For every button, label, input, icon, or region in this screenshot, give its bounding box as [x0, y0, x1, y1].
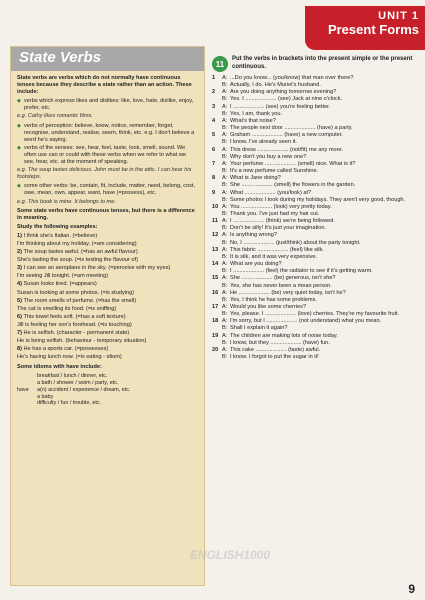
- item-number: 19: [212, 332, 219, 339]
- dialogue-text: What .................... (you/look) at?: [230, 189, 312, 196]
- dialogue-text: This cake .................... (taste) awful.: [230, 346, 321, 353]
- exercise-line: [212, 283, 417, 290]
- speaker-label: B:: [222, 354, 228, 361]
- watermark: ENGLISH1000: [190, 548, 271, 562]
- item-number: [212, 111, 222, 118]
- speaker-label: A:: [222, 218, 228, 225]
- exercise-line: [212, 275, 417, 282]
- exercise-line: [212, 325, 417, 332]
- dialogue-text: This fabric .................... (feel) like silk.: [230, 246, 324, 253]
- speaker-label: B:: [222, 253, 228, 260]
- dialogue-text: Are you doing anything tomorrow evening?: [230, 89, 337, 96]
- example-row: The cat is smelling its food. (=is sniffing): [17, 305, 117, 312]
- exercise-items: [212, 75, 417, 361]
- exercise-line: [212, 204, 417, 211]
- dialogue-text: The children are making lots of noise today.: [230, 332, 338, 339]
- example-row: Susan is looking at some photos. (=is studying): [17, 289, 135, 296]
- dialogue-text: What's that noise?: [230, 117, 276, 124]
- dialogue-text: Your perfume .................... (smell) nice. What is it?: [230, 160, 356, 167]
- example-text: e.g. Cathy likes romantic films.: [17, 113, 93, 120]
- item-number: 10: [212, 203, 219, 210]
- item-number: [212, 268, 222, 275]
- dialogue-text: I'm sorry, but I .................... (not understand) what you mean.: [230, 318, 382, 325]
- exercise-line: [212, 104, 417, 111]
- dialogue-text: This dress .................... (not/fit) me any more.: [230, 146, 344, 153]
- speaker-label: B:: [222, 168, 228, 175]
- speaker-label: B:: [222, 225, 228, 232]
- dialogue-text: No, I .................... (just/think) about the party tonight.: [230, 239, 361, 246]
- exercise-line: [212, 161, 417, 168]
- speaker-label: B:: [222, 82, 228, 89]
- dialogue-text: Would you like some cherries?: [230, 304, 307, 310]
- dialogue-text: Is anything wrong?: [230, 232, 277, 239]
- item-number: [212, 197, 222, 204]
- item-number: [212, 354, 222, 361]
- dialogue-text: Shall I explain it again?: [230, 325, 288, 332]
- idioms-have: have: [17, 387, 29, 394]
- item-number: 20: [212, 346, 219, 353]
- item-number: 16: [212, 289, 219, 296]
- unit-title: Present Forms: [327, 22, 419, 37]
- idiom-item: breakfast / lunch / dinner, etc.: [37, 373, 108, 380]
- exercise-line: [212, 354, 417, 361]
- intro-text: State verbs are verbs which do not normally have continuous tenses because they describe a state rather than an action. These include:: [17, 75, 192, 96]
- speaker-label: B:: [222, 282, 228, 289]
- speaker-label: A:: [222, 332, 228, 339]
- exercise-line: [212, 247, 417, 254]
- exercise-line: [212, 89, 417, 96]
- dialogue-text: I .................... (feel) the radiator to see if it's getting warm.: [230, 268, 373, 275]
- exercise-line: [212, 297, 417, 304]
- unit-label: UNIT 1: [378, 10, 419, 22]
- continuous-note: Some state verbs have continuous tenses, but there is a difference in meaning.: [17, 207, 195, 221]
- example-row: 3) I can see an aeroplane in the sky. (=perceive with my eyes): [17, 265, 171, 272]
- item-number: [212, 96, 222, 103]
- item-number: [212, 125, 222, 132]
- speaker-label: B:: [222, 139, 228, 146]
- example-row: Jill is feeling her son's forehead. (=is touching): [17, 321, 132, 328]
- exercise-line: [212, 290, 417, 297]
- speaker-label: A:: [222, 175, 228, 182]
- idiom-item: a(n) accident / experience / dream, etc.: [37, 386, 131, 393]
- bullet-list: [17, 98, 198, 205]
- speaker-label: B:: [222, 96, 228, 103]
- dialogue-text: She .................... (be) generous, isn't she?: [230, 275, 336, 282]
- exercise-instruction: Put the verbs in brackets into the present simple or the present continuous.: [232, 56, 413, 70]
- exercise-line: [212, 75, 417, 82]
- idiom-item: difficulty / fun / trouble, etc.: [37, 400, 102, 407]
- exercise-line: [212, 211, 417, 218]
- speaker-label: A:: [222, 117, 228, 124]
- exercise-line: [212, 197, 417, 204]
- exercise-line: [212, 132, 417, 139]
- state-verbs-panel: [10, 46, 205, 586]
- dialogue-text: Yes, please. I .................... (love) cherries. They're my favourite fruit.: [230, 311, 399, 318]
- idiom-item: a baby: [37, 393, 54, 400]
- item-number: [212, 225, 222, 232]
- dialogue-text: Why don't you buy a new one?: [230, 153, 307, 160]
- item-number: 6: [212, 146, 216, 153]
- item-number: [212, 254, 222, 261]
- speaker-label: A:: [222, 275, 228, 282]
- dialogue-text: I know. I've already seen it.: [230, 139, 297, 146]
- exercise-line: [212, 261, 417, 268]
- exercise-line: [212, 190, 417, 197]
- speaker-label: A:: [222, 304, 228, 310]
- item-number: [212, 154, 222, 161]
- dialogue-text: What is Jane doing?: [230, 175, 281, 182]
- exercise-line: [212, 147, 417, 154]
- dialogue-text: Don't be silly! It's just your imagination.: [230, 225, 327, 232]
- speaker-label: A:: [222, 232, 228, 239]
- speaker-label: B:: [222, 196, 228, 203]
- example-text: e.g. This book is mine. It belongs to me.: [17, 198, 116, 205]
- example-row: 8) He has a sports car. (=possesses): [17, 346, 109, 353]
- example-row: I'm thinking about my holiday. (=am considering): [17, 240, 137, 247]
- speaker-label: A:: [222, 346, 228, 353]
- item-number: 7: [212, 160, 216, 167]
- dialogue-text: Some photos I took during my holidays. They aren't very good, though.: [230, 196, 406, 203]
- exercise-line: [212, 268, 417, 275]
- study-label: Study the following examples:: [17, 223, 98, 230]
- exercise-line: [212, 182, 417, 189]
- speaker-label: A:: [222, 289, 228, 296]
- example-row: 7) He is selfish. (character - permanent state): [17, 330, 130, 336]
- dialogue-text: I know, but they .................... (have) fun.: [230, 339, 330, 346]
- exercise-line: [212, 168, 417, 175]
- speaker-label: B:: [222, 210, 228, 217]
- bullet-item: ◆ verbs which express likes and dislikes: like, love, hate, dislike, enjoy, prefer, etc.: [17, 98, 198, 112]
- exercise-line: [212, 311, 417, 318]
- unit-tab: [305, 6, 425, 50]
- item-number: [212, 240, 222, 247]
- item-number: 1: [212, 75, 216, 81]
- item-number: [212, 283, 222, 290]
- example-row: 4) Susan looks tired. (=appears): [17, 281, 97, 288]
- dialogue-text: It is silk, and it was very expensive.: [230, 253, 318, 260]
- panel-header: [11, 47, 204, 71]
- dialogue-text: I know. I forgot to put the sugar in it!: [230, 354, 319, 361]
- item-number: 12: [212, 232, 219, 239]
- item-number: 14: [212, 261, 219, 268]
- dialogue-text: She .................... (smell) the flowers in the garden.: [230, 182, 356, 189]
- exercise-line: [212, 254, 417, 261]
- speaker-label: A:: [222, 132, 228, 139]
- idioms-heading: Some idioms with have include:: [17, 364, 102, 371]
- item-number: [212, 297, 222, 304]
- exercise-line: [212, 175, 417, 182]
- speaker-label: B:: [222, 311, 228, 318]
- dialogue-text: He .................... (be) very quiet today, isn't he?: [230, 289, 346, 296]
- item-number: 17: [212, 304, 219, 310]
- dialogue-text: Yes. I .................... (see) Jack at nine o'clock.: [230, 96, 343, 103]
- speaker-label: A:: [222, 246, 228, 253]
- example-row: He's having lunch now. (=is eating - idiom): [17, 354, 122, 361]
- dialogue-text: It's a new perfume called Sunshine.: [230, 168, 319, 175]
- exercise-line: [212, 118, 417, 125]
- exercise-line: [212, 304, 417, 311]
- exercise-line: [212, 225, 417, 232]
- item-number: [212, 82, 222, 89]
- item-number: 2: [212, 89, 216, 96]
- speaker-label: A:: [222, 89, 228, 96]
- example-row: He is being selfish. (behaviour - temporary situation): [17, 338, 147, 345]
- dialogue-text: You .................... (look) very pretty today.: [230, 203, 332, 210]
- speaker-label: B:: [222, 182, 228, 189]
- item-number: [212, 168, 222, 175]
- exercise-header: [212, 56, 417, 72]
- dialogue-text: Yes, I am, thank you.: [230, 110, 283, 117]
- speaker-label: B:: [222, 339, 228, 346]
- dialogue-text: Yes, I think he has some problems.: [230, 296, 317, 303]
- dialogue-text: I .................... (see) you're feeling better.: [230, 103, 331, 110]
- dialogue-text: Actually, I do. He's Muriel's husband.: [230, 82, 321, 89]
- page-number: 9: [408, 582, 415, 596]
- exercise-line: [212, 125, 417, 132]
- item-number: 3: [212, 103, 216, 110]
- dialogue-text: I .................... (think) we're being followed.: [230, 218, 335, 225]
- bullet-item: ◆ verbs of the senses: see, hear, feel, taste, look, smell, sound. We often use can or could with these verbs when we refer to what we see, hear, etc. at the moment of speaking.: [17, 145, 198, 166]
- speaker-label: B:: [222, 239, 228, 246]
- item-number: [212, 139, 222, 146]
- item-number: 11: [212, 218, 218, 225]
- examples-list: [17, 233, 198, 362]
- speaker-label: B:: [222, 125, 228, 132]
- speaker-label: A:: [222, 103, 228, 110]
- item-number: [212, 311, 222, 318]
- item-number: [212, 340, 222, 347]
- exercise-line: [212, 218, 417, 225]
- speaker-label: A:: [222, 189, 228, 196]
- bullet-item: ◆ some other verbs: be, contain, fit, include, matter, need, belong, cost, owe, mean, own, appear, want, have (=possess), etc.: [17, 183, 198, 197]
- speaker-label: B:: [222, 153, 228, 160]
- example-text: e.g. The soup tastes delicious. John must be in the attic. I can hear his footsteps.: [17, 167, 192, 181]
- exercise-line: [212, 240, 417, 247]
- speaker-label: B:: [222, 325, 228, 332]
- item-number: [212, 325, 222, 332]
- exercise-line: [212, 82, 417, 89]
- exercise-line: [212, 111, 417, 118]
- example-row: I'm seeing Jill tonight. (=am meeting): [17, 273, 109, 280]
- panel-title: State Verbs: [19, 49, 101, 66]
- speaker-label: A:: [222, 261, 228, 268]
- panel-body: [11, 71, 204, 411]
- dialogue-text: What are you doing?: [230, 261, 282, 268]
- item-number: [212, 182, 222, 189]
- exercise-line: [212, 333, 417, 340]
- dialogue-text: Graham .................... (have) a new computer.: [230, 132, 343, 139]
- exercise-line: [212, 96, 417, 103]
- item-number: 9: [212, 189, 216, 196]
- speaker-label: A:: [222, 146, 228, 153]
- exercise-line: [212, 347, 417, 354]
- bullet-item: ◆ verbs of perception: believe, know, notice, remember, forget, recognise, understand, realise, seem, think, etc. e.g. I don't believe a word he's saying.: [17, 123, 198, 144]
- speaker-label: A:: [222, 160, 228, 167]
- item-number: 18: [212, 318, 219, 325]
- item-number: 5: [212, 132, 216, 139]
- idiom-item: a bath / shower / swim / party, etc.: [37, 380, 119, 387]
- item-number: 15: [212, 275, 219, 282]
- speaker-label: B:: [222, 268, 228, 275]
- example-row: She's tasting the soup. (=is testing the flavour of): [17, 257, 138, 264]
- item-number: [212, 211, 222, 218]
- exercise-line: [212, 318, 417, 325]
- speaker-label: B:: [222, 296, 228, 303]
- exercise-line: [212, 232, 417, 239]
- item-number: 13: [212, 246, 219, 253]
- speaker-label: B:: [222, 110, 228, 117]
- exercise-line: [212, 139, 417, 146]
- dialogue-text: The people next door .................... (have) a party.: [230, 125, 353, 132]
- item-number: 4: [212, 117, 216, 124]
- example-row: 5) The room smells of perfume. (=has the smell): [17, 297, 137, 304]
- example-row: 1) I think she's Italian. (=believe): [17, 232, 98, 239]
- exercise-panel: [212, 56, 417, 588]
- dialogue-text: Yes, she has never been a mean person.: [230, 282, 332, 289]
- exercise-line: [212, 340, 417, 347]
- exercise-number: 11: [212, 56, 228, 72]
- example-row: 2) The soup tastes awful. (=has an awful flavour): [17, 249, 138, 256]
- speaker-label: A:: [222, 318, 228, 325]
- speaker-label: A:: [222, 203, 228, 210]
- idioms-list: [17, 373, 198, 407]
- exercise-line: [212, 154, 417, 161]
- speaker-label: A:: [222, 75, 228, 81]
- example-row: 6) This towel feels soft. (=has a soft texture): [17, 313, 126, 320]
- dialogue-text: ...Do you know... (you/know) that man over there?: [230, 75, 354, 81]
- dialogue-text: Thank you. I've just had my hair cut.: [230, 210, 320, 217]
- item-number: 8: [212, 175, 216, 182]
